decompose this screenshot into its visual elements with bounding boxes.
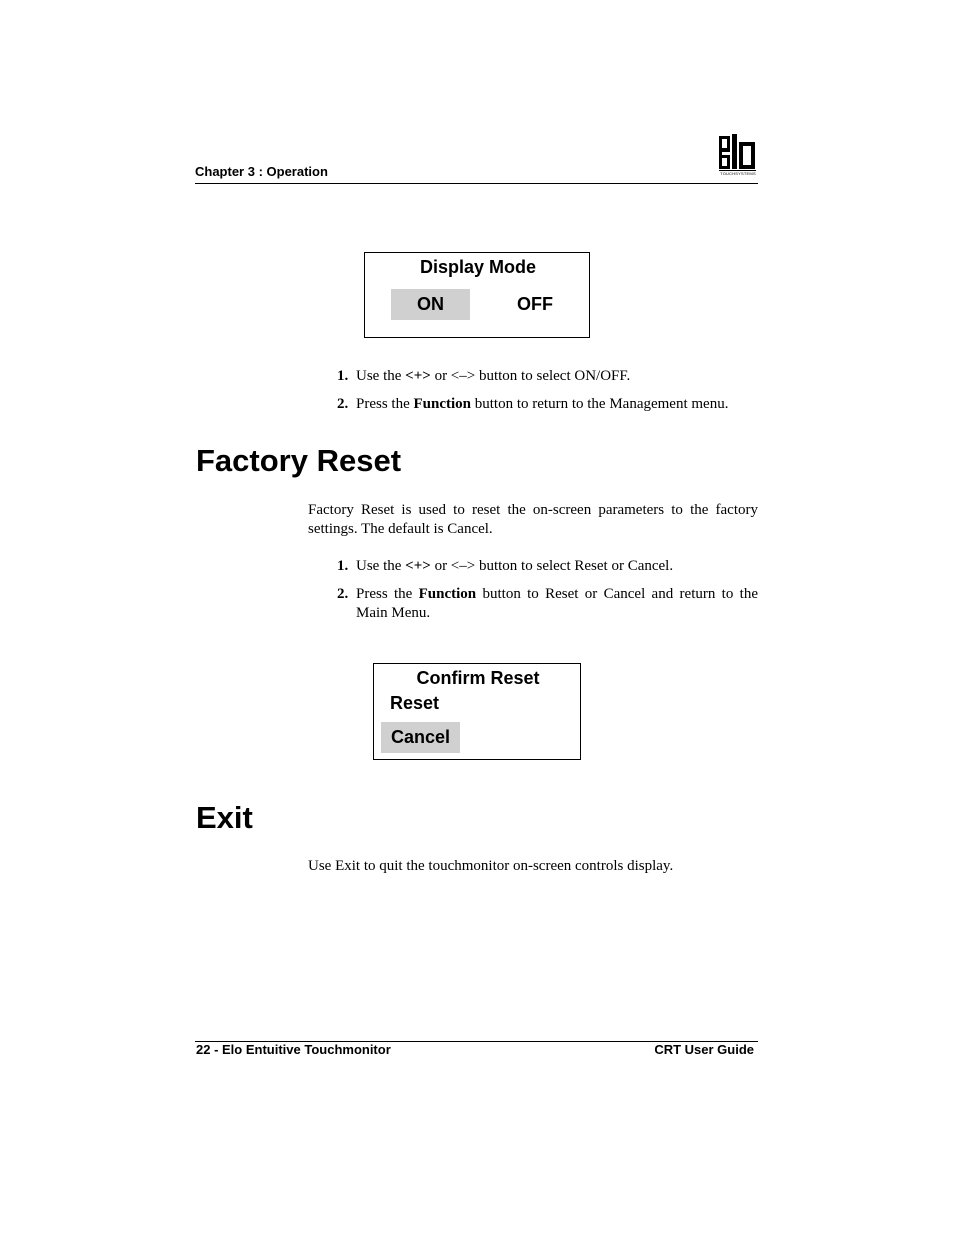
reset-option[interactable]: Reset	[390, 693, 440, 713]
display-mode-title: Display Mode	[419, 257, 537, 277]
chapter-header: Chapter 3 : Operation	[195, 164, 328, 179]
footer-right-text: CRT User Guide	[654, 1042, 754, 1057]
list-item: 1. Use the <+> or <–> button to select Reset or Cancel.	[337, 558, 674, 574]
header-rule	[195, 183, 758, 184]
list-item: 2. Press the Function button to return to the Management menu.	[337, 396, 729, 412]
exit-heading: Exit	[196, 800, 253, 835]
elo-logo	[718, 133, 758, 177]
display-mode-osd	[364, 252, 590, 338]
confirm-reset-title: Confirm Reset	[416, 668, 540, 688]
cancel-option[interactable]: Cancel	[381, 722, 460, 753]
display-mode-on-option[interactable]: ON	[391, 289, 470, 320]
display-mode-off-option[interactable]: OFF	[517, 294, 553, 314]
exit-paragraph: Use Exit to quit the touchmonitor on-screen controls display.	[308, 858, 674, 874]
footer-left-text: 22 - Elo Entuitive Touchmonitor	[196, 1042, 391, 1057]
list-item: 1. Use the <+> or <–> button to select ON/OFF.	[337, 368, 631, 384]
logo-subtext: TOUCHSYSTEMS	[720, 171, 756, 176]
factory-reset-heading: Factory Reset	[196, 443, 402, 478]
list-item: 2. Press the Function button to Reset or Cancel and return to the Main Menu.	[337, 586, 758, 621]
confirm-reset-osd	[373, 663, 581, 760]
factory-reset-paragraph: Factory Reset is used to reset the on-screen parameters to the factory settings. The default is Cancel.	[308, 502, 758, 537]
